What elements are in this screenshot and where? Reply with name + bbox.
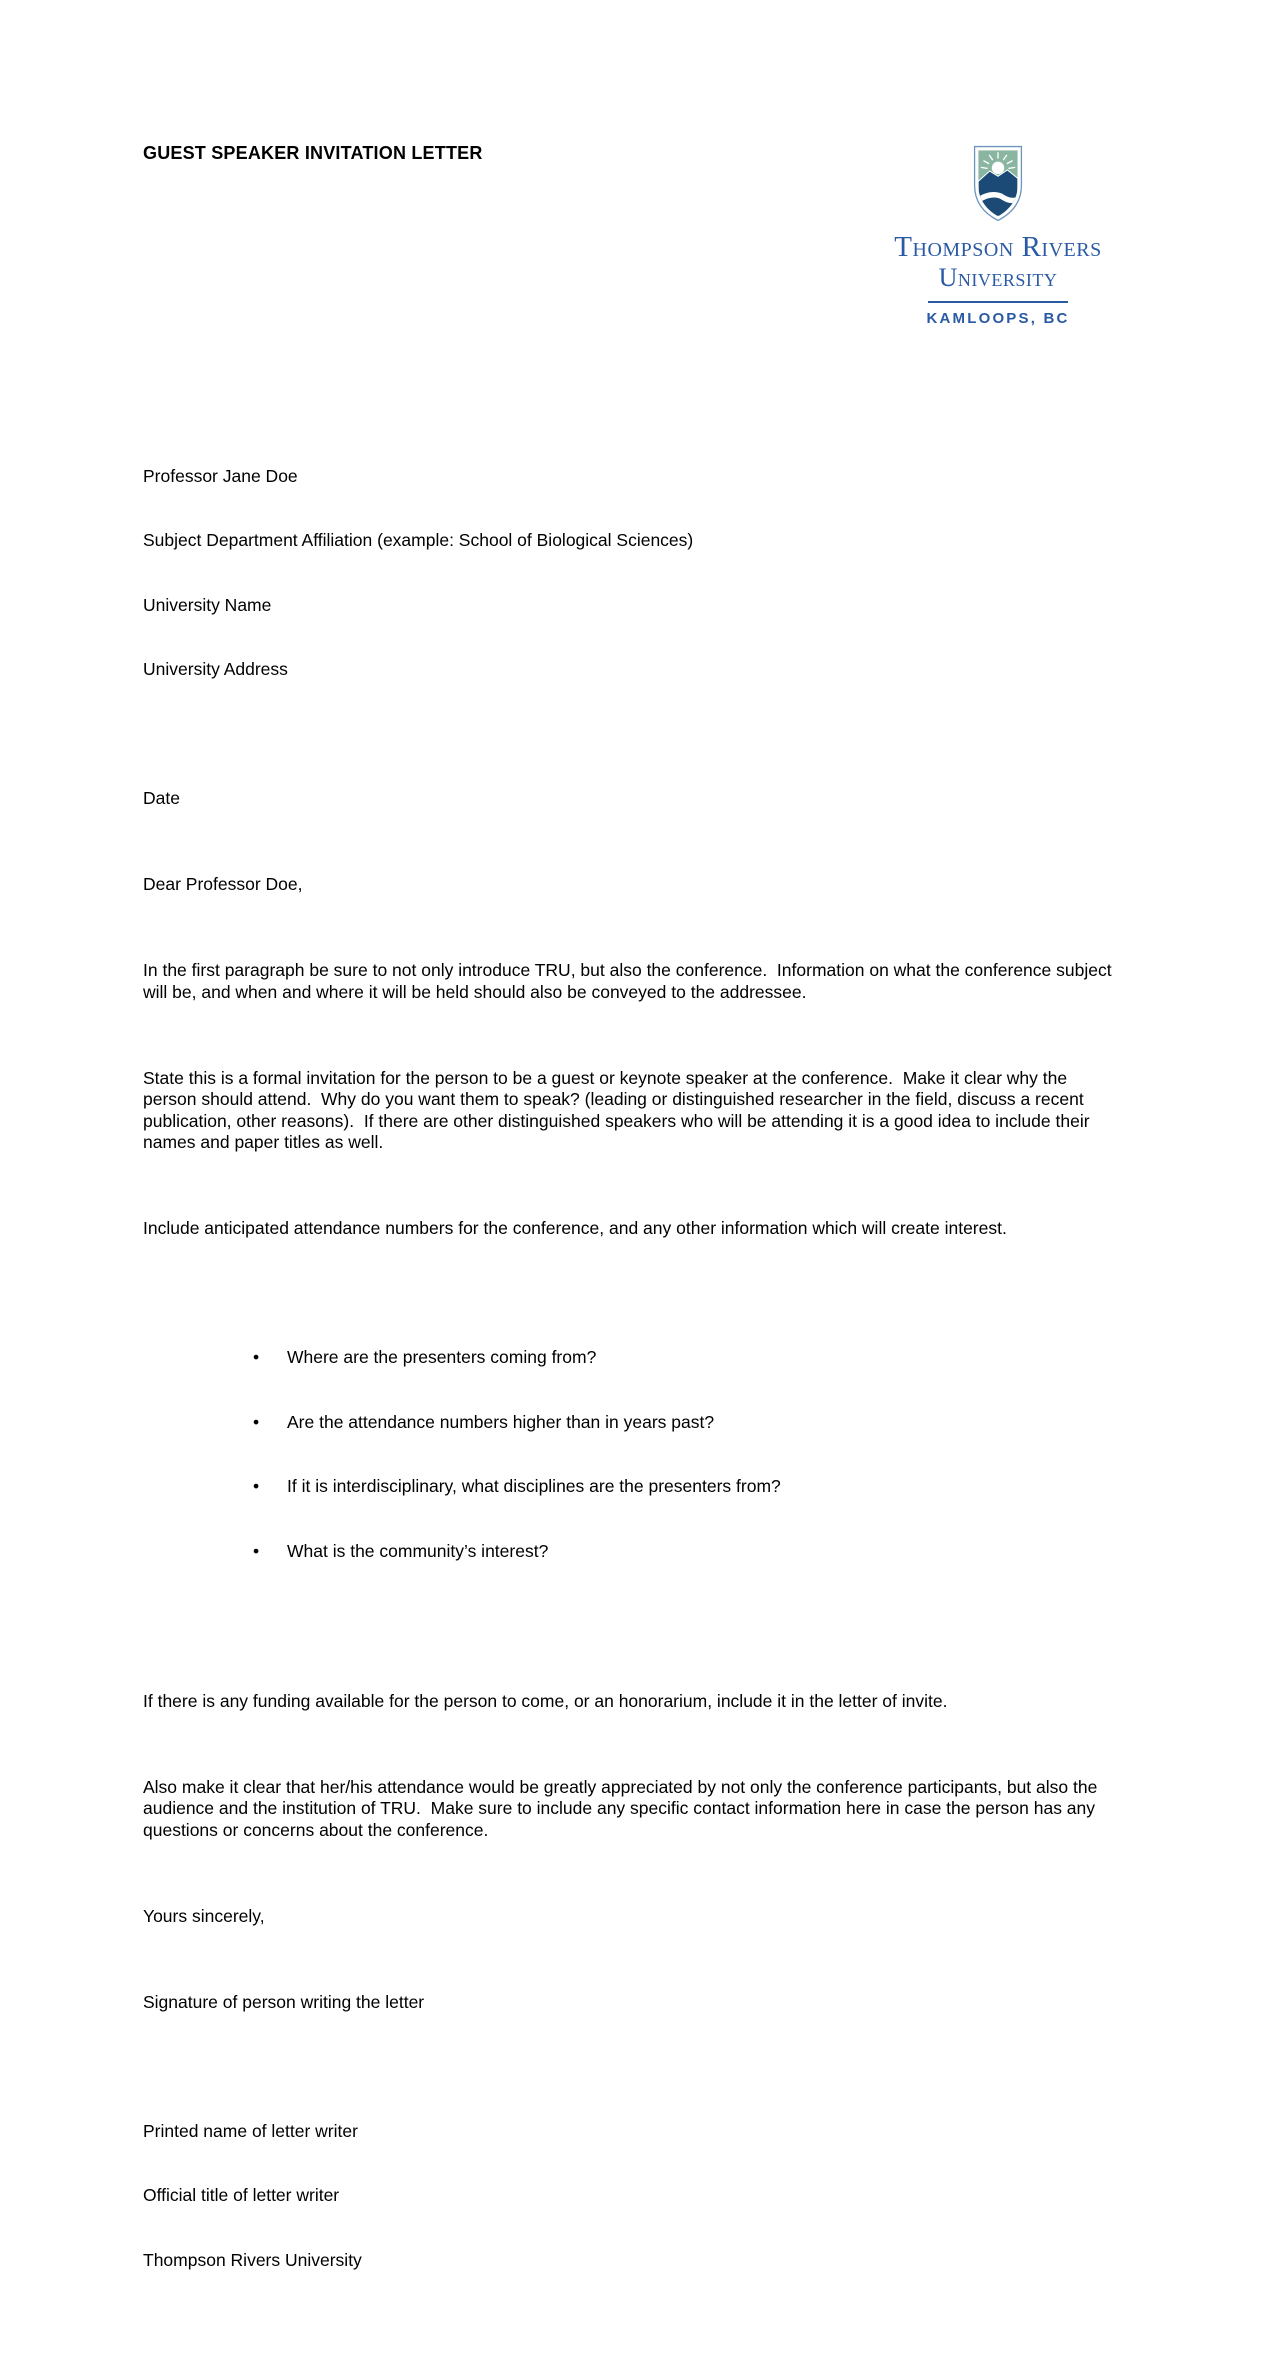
recipient-department: Subject Department Affiliation (example: School of Biological Sciences) <box>143 530 694 550</box>
paragraph-attendance-numbers: Include anticipated attendance numbers for the conference, and any other information which will create interest. <box>143 1218 1007 1238</box>
list-item <box>143 1412 1113 1434</box>
page-title: GUEST SPEAKER INVITATION LETTER <box>143 143 483 163</box>
list-item <box>143 1541 1113 1563</box>
logo-university-name-line1: Thompson Rivers <box>894 231 1102 263</box>
recipient-university: University Name <box>143 594 272 615</box>
university-logo <box>878 145 1118 327</box>
salutation: Dear Professor Doe, <box>143 874 303 894</box>
recipient-block <box>143 423 1113 724</box>
logo-divider <box>928 301 1068 303</box>
list-item <box>143 1347 1113 1369</box>
recipient-address: University Address <box>143 659 288 679</box>
writer-block <box>143 2078 1113 2315</box>
logo-city-label: KAMLOOPS, BC <box>926 310 1070 327</box>
tru-shield-icon <box>973 145 1023 222</box>
paragraph-funding: If there is any funding available for the person to come, or an honorarium, include it in the letter of invite. <box>143 1690 948 1711</box>
bullet-icon: • <box>253 1540 260 1561</box>
writer-institution: Thompson Rivers University <box>143 2249 362 2270</box>
paragraph-introduce-tru: In the first paragraph be sure to not only introduce TRU, but also the conference. Information on what the conference subject will be, and when and where it will be held should also be conveyed to the addressee. <box>143 960 1117 1002</box>
writer-title: Official title of letter writer <box>143 2185 340 2205</box>
interest-bullet-list <box>143 1304 1113 1605</box>
bullet-icon: • <box>253 1411 260 1432</box>
bullet-text: If it is interdisciplinary, what disciplines are the presenters from? <box>287 1476 781 1496</box>
date-placeholder: Date <box>143 788 180 808</box>
bullet-icon: • <box>253 1476 260 1496</box>
letter-body <box>143 358 1117 2379</box>
paragraph-appreciation: Also make it clear that her/his attendance would be greatly appreciated by not only the conference participants, but also the audience and the institution of TRU. Make sure to include any specific contact information here in case the person has any questions or concerns about the conference. <box>143 1776 1103 1840</box>
signature-placeholder: Signature of person writing the letter <box>143 1991 425 2012</box>
valediction: Yours sincerely, <box>143 1905 265 1926</box>
paragraph-formal-invitation: State this is a formal invitation for the person to be a guest or keynote speaker at the conference. Make it clear why the person should attend. Why do you want them to speak? (leading or distinguished researcher in the field, discuss a recent publication, other reasons). If there are other distinguished speakers who will be attending it is a good idea to include their names and paper titles as well. <box>143 1067 1095 1152</box>
bullet-text: What is the community’s interest? <box>287 1540 549 1561</box>
recipient-name: Professor Jane Doe <box>143 465 298 486</box>
logo-university-name-line2: University <box>938 263 1058 292</box>
bullet-icon: • <box>253 1347 260 1367</box>
writer-printed-name: Printed name of letter writer <box>143 2120 358 2141</box>
bullet-text: Are the attendance numbers higher than in years past? <box>287 1411 715 1432</box>
list-item <box>143 1476 1113 1498</box>
bullet-text: Where are the presenters coming from? <box>287 1347 597 1367</box>
